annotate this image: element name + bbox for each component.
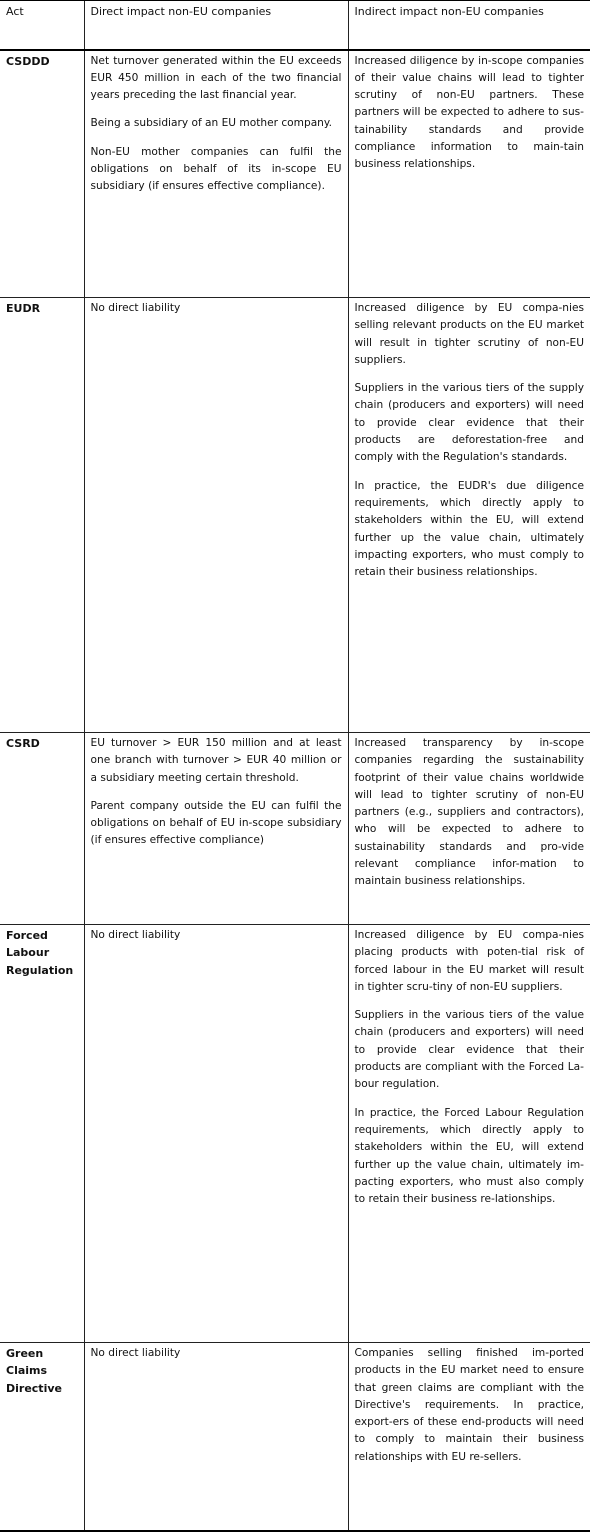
indirect-impact-paragraph: In practice, the Forced Labour Regulation requirements, which directly apply to stakeholders within the EU, will extend further up the value chain, ultimately im-pacting exporters, who must also comply to retain their business re-lationships. (354, 1106, 584, 1206)
indirect-impact-paragraph: Increased transparency by in-scope companies regarding the sustainability footprint of their value chains worldwide will lead to tighter scrutiny of non-EU partners (e.g., suppliers and contractors), who will be expected to adhere to sustainability standards and pro-vide relevant compliance infor-mation to maintain business relationships. (354, 737, 584, 888)
header-act: Act (0, 1, 84, 50)
act-name: CSDDD (0, 50, 84, 298)
indirect-impact-paragraph: Companies selling finished im-ported products in the EU market need to ensure that green claims are compliant with the Directive's requirements. In practice, export-ers of these end-products will need to comply to maintain their business relationships with EU re-sellers. (354, 1347, 584, 1463)
direct-impact-cell (84, 1343, 348, 1531)
table-row (0, 50, 590, 298)
indirect-impact-cell (348, 298, 590, 733)
table-row (0, 298, 590, 733)
indirect-impact-paragraph: Suppliers in the various tiers of the value chain (producers and exporters) will need to provide clear evidence that their products are compliant with the Forced La-bour regulation. (354, 1009, 584, 1091)
direct-impact-paragraph: Non-EU mother companies can fulfil the obligations on behalf of its in-scope EU subsidiary (if ensures effective compliance). (90, 145, 342, 193)
indirect-impact-cell (348, 733, 590, 925)
indirect-impact-cell (348, 925, 590, 1343)
act-name: Green Claims Directive (0, 1343, 84, 1531)
indirect-impact-cell (348, 1343, 590, 1531)
direct-impact-cell (84, 925, 348, 1343)
direct-impact-paragraph: Parent company outside the EU can fulfil the obligations on behalf of EU in-scope subsidiary (if ensures effective compliance) (90, 799, 342, 847)
table-row (0, 925, 590, 1343)
indirect-impact-paragraph: Increased diligence by in-scope companies of their value chains will lead to tighter scrutiny of non-EU partners. These partners will be expected to adhere to sus-tainability standards and provide compliance information to main-tain business relationships. (354, 54, 584, 171)
indirect-impact-paragraph: In practice, the EUDR's due diligence requirements, which directly apply to stakeholders within the EU, will extend further up the value chain, ultimately impacting exporters, who must comply to retain their business relationships. (354, 479, 584, 579)
direct-impact-paragraph: EU turnover > EUR 150 million and at least one branch with turnover > EUR 40 million or a subsidiary meeting certain threshold. (90, 737, 342, 784)
direct-impact-paragraph: No direct liability (90, 1347, 181, 1359)
direct-impact-cell (84, 733, 348, 925)
header-indirect: Indirect impact non-EU companies (348, 1, 590, 50)
direct-impact-paragraph: Net turnover generated within the EU exceeds EUR 450 million in each of the two financial years preceding the last financial year. (90, 54, 342, 102)
indirect-impact-paragraph: Suppliers in the various tiers of the supply chain (producers and exporters) will need to provide clear evidence that their products are deforestation-free and comply with the Regulation's standards. (354, 382, 584, 464)
direct-impact-cell (84, 50, 348, 298)
header-direct: Direct impact non-EU companies (84, 1, 348, 50)
direct-impact-paragraph: Being a subsidiary of an EU mother company. (90, 117, 333, 130)
direct-impact-paragraph: No direct liability (90, 929, 181, 941)
direct-impact-paragraph: No direct liability (90, 302, 181, 314)
act-name: Forced Labour Regulation (0, 925, 84, 1343)
indirect-impact-paragraph: Increased diligence by EU compa-nies selling relevant products on the EU market will result in tighter scrutiny of non-EU suppliers. (354, 302, 584, 366)
table-row (0, 1343, 590, 1531)
act-name: CSRD (0, 733, 84, 925)
header-row (0, 1, 590, 50)
act-name: EUDR (0, 298, 84, 733)
direct-impact-cell (84, 298, 348, 733)
indirect-impact-cell (348, 50, 590, 298)
table-row (0, 733, 590, 925)
indirect-impact-paragraph: Increased diligence by EU compa-nies placing products with poten-tial risk of forced labour in the EU market will result in tighter scru-tiny of non-EU suppliers. (354, 929, 584, 993)
